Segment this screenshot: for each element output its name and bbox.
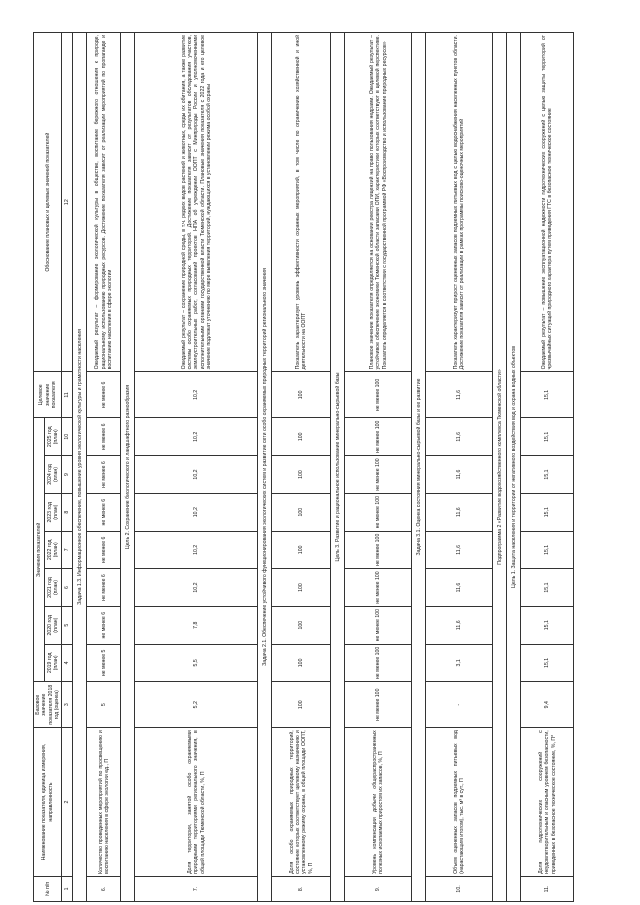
row-num: 11. <box>521 876 574 901</box>
table-row <box>426 33 493 902</box>
row-base: 5,2 <box>135 682 258 728</box>
row-num: 9. <box>345 876 412 901</box>
column-number: 4 <box>62 644 73 682</box>
row-target: 15,1 <box>521 372 574 418</box>
row-note: Показатель характеризует уровень эффективности охранных мероприятий, в том числе по ограничению хозяйственной и иной деятельности на ООПТ <box>272 33 331 372</box>
section-row <box>507 33 521 902</box>
row-name: Уровень компенсации добычи общераспространенных полезных ископаемых приростом их запасов, %, П <box>345 728 412 877</box>
row-value: не менее 6 <box>87 606 121 644</box>
section-row <box>493 33 507 902</box>
table-row <box>345 33 412 902</box>
section-task-3-1: Задача 3.1. Оценка состояния минерально-сырьевой базы и ее развитие <box>412 33 426 902</box>
column-number: 3 <box>62 682 73 728</box>
row-value: 100 <box>272 493 331 531</box>
header-year: 2023 год (план) <box>44 493 62 531</box>
section-row <box>331 33 345 902</box>
section-subprogram-2: Подпрограмма 2 «Развитие водохозяйственного комплекса Тюменской области» <box>493 33 507 902</box>
column-number: 10 <box>62 418 73 456</box>
header-target: Целевое значение показателя <box>34 372 62 418</box>
column-number: 6 <box>62 569 73 607</box>
row-value: 15,1 <box>521 456 574 494</box>
row-value: 15,1 <box>521 493 574 531</box>
section-row <box>412 33 426 902</box>
column-number: 2 <box>62 728 73 877</box>
column-number: 1 <box>62 876 73 901</box>
rotated-table-container <box>33 32 593 902</box>
row-value: не менее 5 <box>87 644 121 682</box>
indicators-table <box>33 32 574 902</box>
row-value: 15,1 <box>521 644 574 682</box>
row-base: не менее 100 <box>345 682 412 728</box>
column-number: 12 <box>62 33 73 372</box>
header-year: 2020 год (план) <box>44 606 62 644</box>
header-num: № п/п <box>34 876 62 901</box>
row-base: 9,4 <box>521 682 574 728</box>
row-value: 100 <box>272 456 331 494</box>
row-name: Доля гидротехнических сооружений с неудовлетворительным и опасным уровнем безопасности, приведенных в безопасное техническое состояние, %, П* <box>521 728 574 877</box>
row-target: 100 <box>272 372 331 418</box>
table-row <box>521 33 574 902</box>
row-note: Ожидаемый результат – формирование экологической культуры в обществе, воспитание бережного отношения к природе, рациональному использованию природных ресурсов. Достижение показателя зависит от реализации мероприятий по пропаганде и воспитанию населения в сфере экологии <box>87 33 121 372</box>
column-number: 7 <box>62 531 73 569</box>
row-value: 11,6 <box>426 531 493 569</box>
header-justification: Обоснование плановых и целевых значений показателей <box>34 33 62 372</box>
row-value: не менее 6 <box>87 493 121 531</box>
row-value: не менее 100 <box>345 418 412 456</box>
row-value: 10,2 <box>135 493 258 531</box>
header-name: Наименование показателя, единица измерения, направленность <box>34 728 62 877</box>
row-value: не менее 100 <box>345 456 412 494</box>
row-value: 100 <box>272 606 331 644</box>
table-row <box>87 33 121 902</box>
row-base: 100 <box>272 682 331 728</box>
row-name: Доля территории, занятой особо охраняемыми природными территориями регионального значения, в общей площади Тюменской области, %, П <box>135 728 258 877</box>
row-num: 8. <box>272 876 331 901</box>
row-value: 100 <box>272 418 331 456</box>
row-target: не менее 100 <box>345 372 412 418</box>
section-row <box>121 33 135 902</box>
header-year: 2024 год (план) <box>44 456 62 494</box>
row-value: 11,6 <box>426 493 493 531</box>
row-value: 11,6 <box>426 456 493 494</box>
row-value: не менее 100 <box>345 644 412 682</box>
row-note: Плановое значение показателя определяется на основании реестра лицензий на право пользования недрами. Ожидаемый результат – устойчивое обеспечение экономики Тюменской области запасами ОПИ, характеристики которых соответствуют в целевой перспективе. Показатель определяется в соответствии с государственной программой РФ «Воспроизводство и использование природных ресурсов» <box>345 33 412 372</box>
row-value: не менее 6 <box>87 418 121 456</box>
row-value: не менее 100 <box>345 569 412 607</box>
row-name: Объем оцененных запасов подземных питьевых вод (нарастающим итогом), тыс. м³ в сут., П <box>426 728 493 877</box>
row-value: 15,1 <box>521 531 574 569</box>
column-number: 5 <box>62 606 73 644</box>
row-value: не менее 100 <box>345 493 412 531</box>
column-numbers-row <box>62 33 73 902</box>
header-year: 2025 год (план) <box>44 418 62 456</box>
row-value: 5,5 <box>135 644 258 682</box>
row-value: 10,2 <box>135 569 258 607</box>
header-year: 2021 год (план) <box>44 569 62 607</box>
row-value: 11,6 <box>426 569 493 607</box>
row-target: не менее 6 <box>87 372 121 418</box>
row-num: 10. <box>426 876 493 901</box>
row-target: 10,2 <box>135 372 258 418</box>
row-value: 15,1 <box>521 569 574 607</box>
header-values-group: Значения показателей <box>34 418 45 682</box>
row-value: 11,6 <box>426 606 493 644</box>
table-row <box>135 33 258 902</box>
row-value: не менее 6 <box>87 569 121 607</box>
row-value: 11,6 <box>426 418 493 456</box>
column-number: 8 <box>62 493 73 531</box>
column-number: 11 <box>62 372 73 418</box>
section-task-2-1: Задача 2.1. Обеспечение устойчивого функционирования экологических систем и развитие сети особо охраняемых природных территорий регионального значения <box>258 33 272 902</box>
row-value: не менее 100 <box>345 531 412 569</box>
section-goal-1: Цель 1. Защита населения и территории от негативного воздействия вод и охрана водных объектов <box>507 33 521 902</box>
row-value: 10,2 <box>135 531 258 569</box>
header-row-1 <box>34 33 45 902</box>
row-note: Ожидаемый результат – повышение эксплуатационной надежности гидротехнических сооружений с целью защиты территорий от чрезвычайных ситуаций природного характера путем приведения ГТС в безопасное техническое состояние <box>521 33 574 372</box>
row-value: не менее 6 <box>87 531 121 569</box>
table-row <box>272 33 331 902</box>
header-year: 2019 год (план) <box>44 644 62 682</box>
row-value: 100 <box>272 569 331 607</box>
section-row <box>73 33 87 902</box>
row-num: 7. <box>135 876 258 901</box>
section-task-1-3: Задача 1.3. Информационное обеспечение, повышение уровня экологической культуры и грамотности населения <box>73 33 87 902</box>
column-number: 9 <box>62 456 73 494</box>
row-note: Ожидаемый результат – сохранение природной среды, в т.ч. редких видов растений и животных, среды их обитания, а также развитие системы особо охраняемых природных территорий. Достижение показателя зависит от результатов обследования участков, землеустроительных работ, согласований проектов НПА об учреждении ООПТ с Минприроды России и уполномоченными исполнительными органами государственной власти Тюменской области. Плановые значения показателя с 2022 года и его целевое значение подлежат уточнению по мере выявления территорий, нуждающихся в установлении режима особой охраны <box>135 33 258 372</box>
row-name: Количество проведенных мероприятий по просвещению и воспитанию населения в сфере экологии ед., П <box>87 728 121 877</box>
section-goal-2: Цель 2. Сохранение биологического и ландшафтного разнообразия <box>121 33 135 902</box>
row-value: 15,1 <box>521 606 574 644</box>
row-base: - <box>426 682 493 728</box>
row-value: не менее 6 <box>87 456 121 494</box>
row-value: 3,1 <box>426 644 493 682</box>
row-value: 7,8 <box>135 606 258 644</box>
row-note: Показатель характеризует прирост оцененных запасов подземных питьевых вод с целью водоснабжения населенных пунктов области. Достижение показателя зависит от реализации в рамках программы поисково-оценочных мероприятий <box>426 33 493 372</box>
row-base: 5 <box>87 682 121 728</box>
row-target: 11,6 <box>426 372 493 418</box>
row-value: 10,2 <box>135 418 258 456</box>
row-num: 6. <box>87 876 121 901</box>
row-value: 15,1 <box>521 418 574 456</box>
row-value: 10,2 <box>135 456 258 494</box>
row-name: Доля особо охраняемых природных территорий, состояние которых соответствует целевому назначению и установленному режиму охраны, в общей площади ООПТ, %, П <box>272 728 331 877</box>
section-goal-3: Цель 3. Развитие и рациональное использование минерально-сырьевой базы <box>331 33 345 902</box>
row-value: 100 <box>272 531 331 569</box>
row-value: не менее 100 <box>345 606 412 644</box>
header-year: 2022 год (план) <box>44 531 62 569</box>
header-base: Базовое значение показателя 2018 год (оценка) <box>34 682 62 728</box>
row-value: 100 <box>272 644 331 682</box>
section-row <box>258 33 272 902</box>
